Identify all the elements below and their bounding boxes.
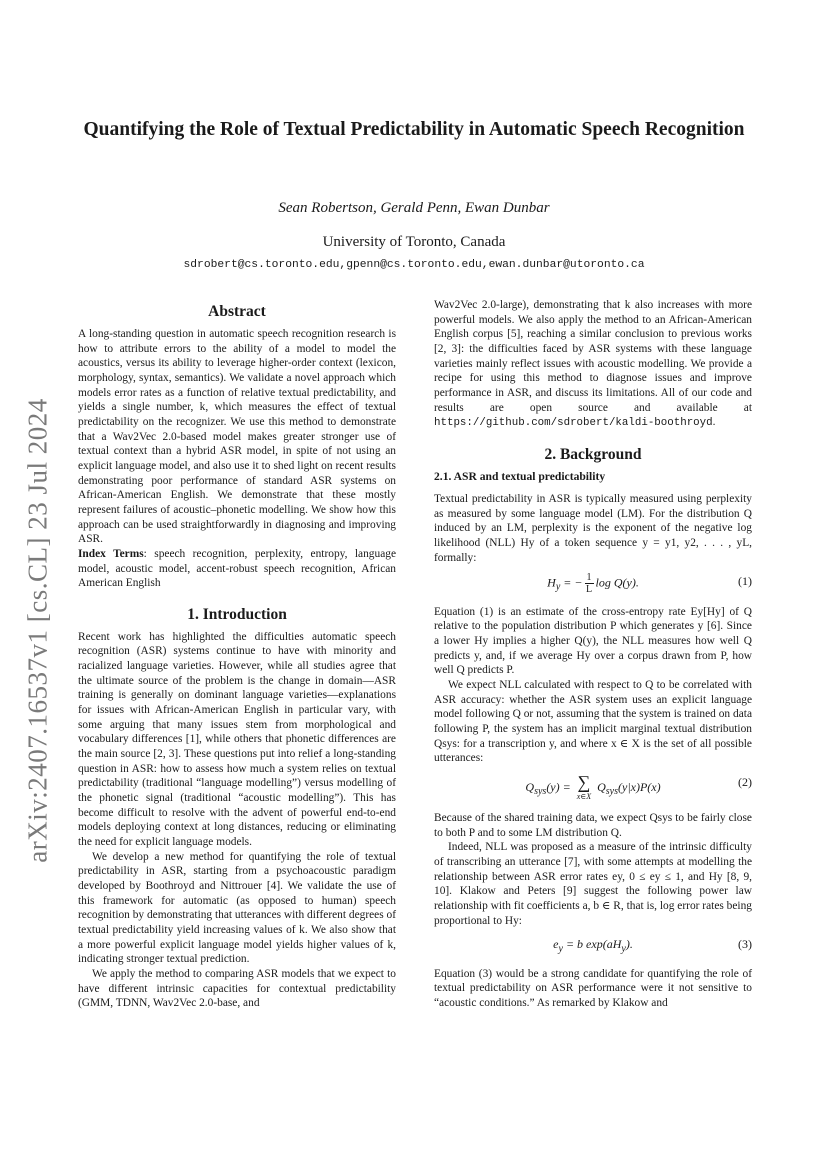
background-paragraph-1: Textual predictability in ASR is typically measured using perplexity as measured by some language model (LM). For the distribution Q induced by an LM, perplexity is the exponent of the negative log likelihood (NLL) Hy of a token sequence y = y1, y2, . . . , yL, formally: bbox=[434, 492, 752, 564]
abstract-text: A long-standing question in automatic speech recognition research is how to attribute errors to the ability of a model to model the acoustics, versus its ability to leverage higher-order context (lexicon, morphology, syntax, semantics). We validate a novel approach which models error rates as a function of relative textual predictability, and yields a single number, k, which measures the effect of textual predictability on the recognizer. We use this method to demonstrate that a Wav2Vec 2.0-based model makes greater stronger use of textual context than a hybrid ASR model, in spite of not using an explicit language model, and also use it to shed light on recent results demonstrating poor performance of standard ASR systems on African-American English. We demonstrate that these mostly represent failures of acoustic–phonetic modelling. We show how this approach can be used straightforwardly in diagnosing and improving ASR. bbox=[78, 328, 396, 546]
intro-paragraph-3: We apply the method to comparing ASR models that we expect to have different intrinsic capacities for contextual predictability (GMM, TDNN, Wav2Vec 2.0-base, and bbox=[78, 967, 396, 1010]
arxiv-stamp bbox=[8, 370, 68, 890]
abstract-heading: Abstract bbox=[208, 303, 266, 320]
equation-3-number: (3) bbox=[738, 937, 752, 952]
background-paragraph-4: Because of the shared training data, we expect Qsys to be fairly close to both P and to some LM distribution Q. bbox=[434, 812, 752, 839]
background-paragraph-5: Indeed, NLL was proposed as a measure of the intrinsic difficulty of transcribing an utterance [7], with some attempts at modelling the relationship between ASR error rates ey, 0 ≤ ey ≤ 1, and Hy [8, 9, 10]. Klakow and Peters [9] suggest the following power law relationship with fit coefficients a, b ∈ R, that is, log error rates being proportional to Hy: bbox=[434, 841, 752, 927]
equation-3: $e_y = b$ $\exp(aH_y)$. (3) bbox=[553, 937, 752, 955]
equation-1: $H_y$ = − $\frac{1}{L}$ log Q(y). (1) bbox=[547, 572, 752, 596]
paper-title: Quantifying the Role of Textual Predictability in Automatic Speech Recognition bbox=[83, 119, 745, 140]
arxiv-id: arXiv:2407.16537v1 [cs.CL] 23 Jul 2024 bbox=[22, 397, 53, 863]
background-paragraph-3: We expect NLL calculated with respect to Q to be correlated with ASR accuracy: whether the ASR system uses an explicit language model following Q or not, assuming that the system is trained on data following P, the system has an implicit marginal textual distribution Qsys: for a transcription y, and where x ∈ X is the set of all possible utterances: bbox=[434, 679, 752, 765]
intro-heading: 1. Introduction bbox=[187, 605, 287, 623]
intro-paragraph-1: Recent work has highlighted the difficulties automatic speech recognition (ASR) systems continue to have with minority and racialized language varieties. However, while all studies agree that the ultimate source of the problem is the change in domain—ASR training is generally on dominant language varieties—explanations for issues with African-American English in particular vary, with some arguing that many issues stem from morphological and vocabulary differences [1], while others that phonetic differences are the main source [2, 3]. These questions put into relief a long-standing question in ASR: how to assess how much a system relies on textual predictability (traditional “language modelling”) versus modelling of the phonetic signal (traditional “acoustic modelling”). This has become difficult to resolve with the advent of powerful end-to-end models deploying context at long distances, reducing or eliminating the need for explicit language models. bbox=[78, 630, 396, 848]
paper-emails: sdrobert@cs.toronto.edu,gpenn@cs.toronto.edu,ewan.dunbar@utoronto.ca bbox=[183, 259, 645, 271]
equation-2: $Q_{sys}(y)$ = ∑ x∈X $Q_{sys}(y|x)P(x)$ (2) bbox=[525, 772, 752, 802]
index-terms-text: : speech recognition, perplexity, entropy, language model, acoustic model, accent-robust speech recognition, African American English bbox=[78, 547, 396, 590]
index-terms-label: Index Terms bbox=[78, 547, 144, 560]
right-column bbox=[434, 298, 752, 1011]
equation-1-number: (1) bbox=[738, 574, 752, 589]
paper-affiliation: University of Toronto, Canada bbox=[322, 234, 506, 250]
background-paragraph-2: Equation (1) is an estimate of the cross-entropy rate Ey[Hy] of Q relative to the population distribution P which generates y [6]. Since a lower Hy implies a higher Q(y), the NLL measures how well Q predicts y, and, if we average Hy over a corpus drawn from P, how well Q predicts P. bbox=[434, 605, 752, 677]
intro-paragraph-2: We develop a new method for quantifying the role of textual predictability in ASR, starting from a psychoacoustic paradigm developed by Boothroyd and Nittrouer [4]. We validate the use of this framework for automatic (as opposed to human) speech recognition by demonstrating that utterances with different degrees of textual predictability yield increasing values of k. We also show that a more powerful explicit language model yields higher values of k, indicating stronger textual prediction. bbox=[78, 850, 396, 966]
left-column bbox=[78, 298, 396, 1011]
right-paragraph-1: Wav2Vec 2.0-large), demonstrating that k also increases with more powerful models. We also apply the method to an African-American English corpus [5], reaching a similar conclusion to previous works [2, 3]: the difficulties faced by ASR systems with these language varieties mainly reflect issues with acoustic modelling. We provide a recipe for using this method to diagnose issues and improve performance in ASR, and discuss its limitations. All of our code and results are open source and available at https://github.com/sdrobert/kaldi-boothroyd. bbox=[434, 299, 752, 430]
index-terms bbox=[78, 547, 396, 591]
background-paragraph-6: Equation (3) would be a strong candidate for quantifying the role of textual predictability on ASR performance were it not sensitive to “acoustic conditions.” As remarked by Klakow and bbox=[434, 967, 752, 1009]
code-url-link[interactable]: https://github.com/sdrobert/kaldi-boothroyd bbox=[434, 417, 713, 430]
subsection-heading: 2.1. ASR and textual predictability bbox=[434, 469, 606, 483]
right-paragraph-1-text: Wav2Vec 2.0-large), demonstrating that k also increases with more powerful models. We also apply the method to an African-American English corpus [5], reaching a similar conclusion to previous works [2, 3]: the difficulties faced by ASR systems with these language varieties mainly reflect issues with acoustic modelling. We provide a recipe for using this method to diagnose issues and improve performance in ASR, and discuss its limitations. All of our code and results are open source and available at bbox=[434, 299, 752, 414]
background-heading: 2. Background bbox=[544, 445, 642, 463]
paper-authors: Sean Robertson, Gerald Penn, Ewan Dunbar bbox=[278, 200, 550, 216]
equation-2-number: (2) bbox=[738, 775, 752, 790]
